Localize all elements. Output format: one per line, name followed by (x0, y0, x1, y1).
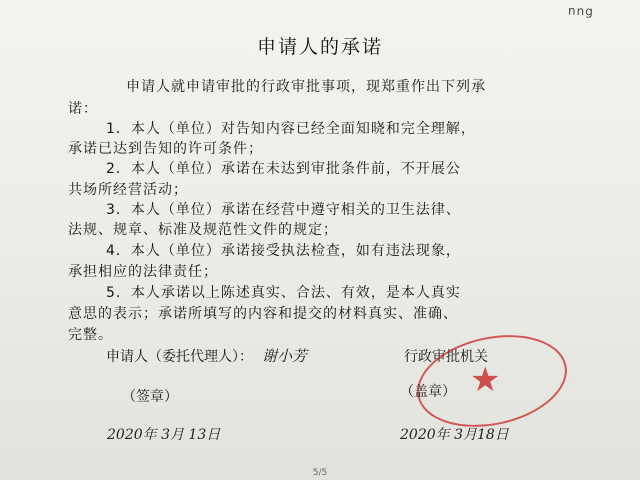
applicant-signature: 谢小芳 (262, 347, 308, 365)
body-line: 完整。 (68, 327, 113, 343)
body-line: 1．本人（单位）对告知内容已经全面知晓和完全理解， (106, 121, 476, 137)
applicant-label: 申请人（委托代理人）： (106, 349, 253, 365)
body-line: 意思的表示；承诺所填写的内容和提交的材料真实、准确、 (68, 306, 458, 322)
body-line: 3．本人（单位）承诺在经营中遵守相关的卫生法律、 (106, 202, 461, 218)
authority-label: 行政审批机关 (404, 349, 488, 365)
body-line: 4．本人（单位）承诺接受执法检查，如有违法现象， (106, 243, 461, 259)
page-number-top: nng (567, 3, 595, 19)
authority-seal-label: （盖章） (400, 384, 456, 400)
seal-star-icon: ★ (470, 360, 501, 400)
document-title: 申请人的承诺 (256, 36, 383, 58)
body-line: 诺： (68, 101, 98, 117)
body-line: 承诺已达到告知的许可条件； (68, 141, 263, 157)
page-footer: 5/5 (312, 468, 328, 478)
body-line: 共场所经营活动； (68, 182, 188, 198)
body-line: 5．本人承诺以上陈述真实、合法、有效，是本人真实 (106, 285, 461, 301)
body-line: 法规、规章、标准及规范性文件的规定； (68, 222, 338, 238)
body-line: 申请人就申请审批的行政审批事项，现郑重作出下列承 (126, 79, 486, 95)
applicant-date: 2020年 3月 13日 (107, 427, 221, 443)
body-line: 承担相应的法律责任； (68, 264, 218, 280)
body-line: 2．本人（单位）承诺在未达到审批条件前，不开展公 (106, 161, 461, 177)
applicant-seal-label: （签章） (122, 389, 178, 405)
authority-date: 2020年 3月18日 (400, 427, 509, 443)
